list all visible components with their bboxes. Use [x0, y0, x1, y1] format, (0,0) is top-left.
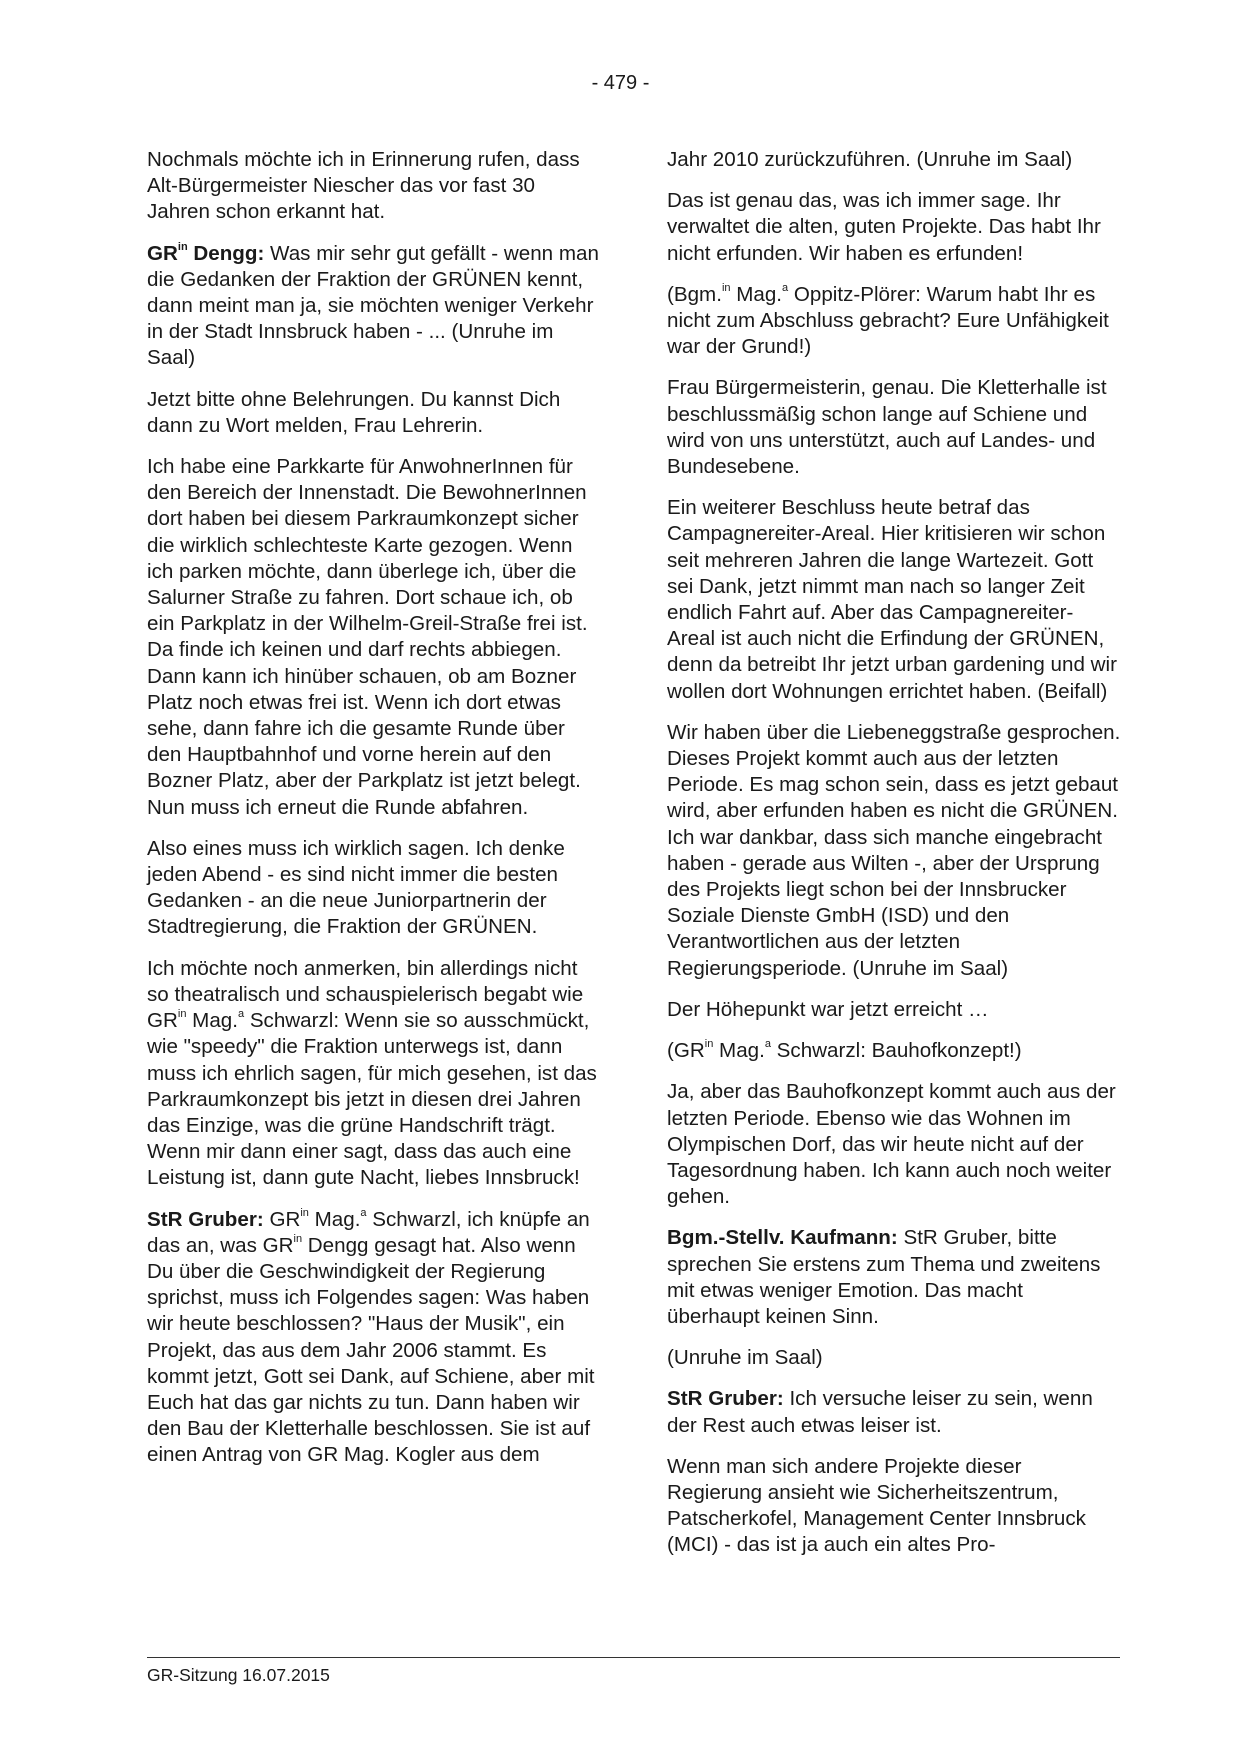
paragraph: Ich habe eine Parkkarte für AnwohnerInnen für den Bereich der Innenstadt. Die BewohnerInnen dort haben bei diesem Parkraumkonzept sicher die wirklich schlechteste Karte gezogen. Wenn ich parken möchte, dann überlege ich, über die Salurner Straße zu fahren. Dort schaue ich, ob ein Parkplatz in der Wilhelm-Greil-Straße frei ist. Da finde ich keinen und darf rechts abbiegen. Dann kann ich hinüber schauen, ob am Bozner Platz noch etwas frei ist. Wenn ich dort etwas sehe, dann fahre ich die gesamte Runde über den Hauptbahnhof und vorne herein auf den Bozner Platz, aber der Parkplatz ist jetzt belegt. Nun muss ich erneut die Runde abfahren.	[147, 455, 588, 819]
paragraph: StR Gruber: Ich versuche leiser zu sein, wenn der Rest auch etwas leiser ist.	[667, 1387, 1093, 1437]
paragraph: StR Gruber: $GR^{in}$ Mag.$^a$ Schwarzl, ich knüpfe an das an, was $GR^{in}$ Dengg gesagt hat. Also wenn Du über die Geschwindigkeit der Regierung sprichst, muss ich Folgendes sagen: Was haben wir heute beschlossen? "Haus der Musik", ein Projekt, das aus dem Jahr 2006 stammt. Es kommt jetzt, Gott sei Dank, auf Schiene, aber mit Euch hat das gar nichts zu tun. Dann haben wir den Bau der Kletterhalle beschlossen. Sie ist auf einen Antrag von GR Mag. Kogler aus dem	[147, 1206, 595, 1467]
speaker-label: StR Gruber:	[667, 1387, 784, 1411]
paragraph: Frau Bürgermeisterin, genau. Die Kletterhalle ist beschlussmäßig schon lange auf Schiene und wird von uns unterstützt, auch auf Landes- und Bundesebene.	[667, 376, 1107, 479]
page-number: - 479 -	[591, 72, 650, 94]
paragraph: Wenn man sich andere Projekte dieser Regierung ansieht wie Sicherheitszentrum, Patscherkofel, Management Center Innsbruck (MCI) - das ist ja auch ein altes Pro-	[667, 1454, 1086, 1557]
paragraph: Ich möchte noch anmerken, bin allerdings nicht so theatralisch und schauspielerisch begabt wie $GR^{in}$ Mag.$^a$ Schwarzl: Wenn sie so ausschmückt, wie "speedy" die Fraktion unterwegs ist, dann muss ich ehrlich sagen, für mich gesehen, ist das Parkraumkonzept bis jetzt in diesen drei Jahren das Einzige, was die grüne Handschrift trägt. Wenn mir dann einer sagt, dass das auch eine Leistung ist, dann gute Nacht, liebes Innsbruck!	[147, 956, 597, 1190]
paragraph: (Bgm.$^{in}$ Mag.$^a$ Oppitz-Plörer: Warum habt Ihr es nicht zum Abschluss gebracht? Eure Unfähigkeit war der Grund!)	[667, 281, 1109, 359]
paragraph: Der Höhepunkt war jetzt erreicht …	[667, 997, 989, 1021]
paragraph: ($GR^{in}$ Mag.$^a$ Schwarzl: Bauhofkonzept!)	[667, 1038, 1022, 1063]
speaker-label: $GR^{in}$ Dengg:	[147, 240, 265, 265]
paragraph: Ja, aber das Bauhofkonzept kommt auch aus der letzten Periode. Ebenso wie das Wohnen im Olympischen Dorf, das wir heute nicht auf der Tagesordnung haben. Ich kann auch noch weiter gehen.	[667, 1080, 1116, 1209]
paragraph: Das ist genau das, was ich immer sage. Ihr verwaltet die alten, guten Projekte. Das habt Ihr nicht erfunden. Wir haben es erfunden!	[667, 189, 1101, 265]
paragraph: $GR^{in}$ Dengg: Was mir sehr gut gefällt - wenn man die Gedanken der Fraktion der GRÜNEN kennt, dann meint man ja, sie möchten weniger Verkehr in der Stadt Innsbruck haben - ... (Unruhe im Saal)	[147, 240, 599, 370]
paragraph: Jetzt bitte ohne Belehrungen. Du kannst Dich dann zu Wort melden, Frau Lehrerin.	[147, 387, 561, 437]
paragraph: Bgm.-Stellv. Kaufmann: StR Gruber, bitte sprechen Sie erstens zum Thema und zweitens mit etwas weniger Emotion. Das macht überhaupt keinen Sinn.	[667, 1226, 1101, 1328]
paragraph: Nochmals möchte ich in Erinnerung rufen, dass Alt-Bürgermeister Niescher das vor fast 30 Jahren schon erkannt hat.	[147, 148, 580, 224]
paragraph: Also eines muss ich wirklich sagen. Ich denke jeden Abend - es sind nicht immer die besten Gedanken - an die neue Juniorpartnerin der Stadtregierung, die Fraktion der GRÜNEN.	[147, 836, 565, 939]
left-column	[147, 147, 601, 1484]
footer-text: GR-Sitzung 16.07.2015	[147, 1665, 330, 1685]
paragraph: (Unruhe im Saal)	[667, 1346, 823, 1370]
right-column	[667, 147, 1121, 1574]
footer-divider	[147, 1657, 1120, 1658]
paragraph: Ein weiterer Beschluss heute betraf das Campagnereiter-Areal. Hier kritisieren wir schon seit mehreren Jahren die lange Wartezeit. Gott sei Dank, jetzt nimmt man nach so langer Zeit endlich Fahrt auf. Aber das Campagnereiter-Areal ist auch nicht die Erfindung der GRÜNEN, denn da betreibt Ihr jetzt urban gardening und wir wollen dort Wohnungen errichtet haben. (Beifall)	[667, 496, 1117, 703]
speaker-label: Bgm.-Stellv. Kaufmann:	[667, 1226, 898, 1250]
speaker-label: StR Gruber:	[147, 1207, 264, 1231]
paragraph: Jahr 2010 zurückzuführen. (Unruhe im Saal)	[667, 148, 1073, 171]
paragraph: Wir haben über die Liebeneggstraße gesprochen. Dieses Projekt kommt auch aus der letzten Periode. Es mag schon sein, dass es jetzt gebaut wird, aber erfunden haben es nicht die GRÜNEN. Ich war dankbar, dass sich manche eingebracht haben - gerade aus Wilten -, aber der Ursprung des Projekts liegt schon bei der Innsbrucker Soziale Dienste GmbH (ISD) und den Verantwortlichen aus der letzten Regierungsperiode. (Unruhe im Saal)	[667, 720, 1121, 980]
